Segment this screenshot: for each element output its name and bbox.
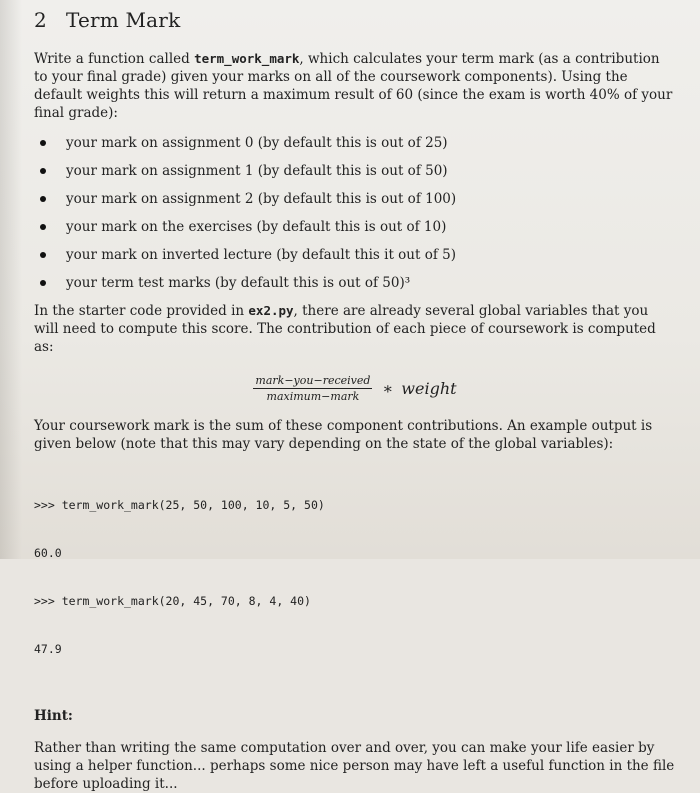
starter-file-inline-code: ex2.py (248, 303, 294, 318)
intro-text-end: , which calculates your term mark (as a contribution to your final grade) given your marks on all of the coursework components). Using the default weights this will return a maximum result of 60 (since the exam is worth 40% of your final grade): (34, 51, 673, 121)
formula-denominator: maximum−mark (266, 390, 360, 403)
bullet-item: your term test marks (by default this is out of 50)³ (34, 274, 676, 292)
intro-paragraph (34, 50, 676, 122)
formula-operator: ∗ (382, 379, 394, 398)
bullet-item: your mark on assignment 2 (by default this is out of 100) (34, 190, 676, 208)
example-code-block (34, 465, 676, 689)
component-bullet-list (34, 134, 676, 292)
coursework-paragraph: Your coursework mark is the sum of these component contributions. An example output is given below (note that this may vary depending on the state of the global variables): (34, 418, 653, 452)
code-line: >>> term_work_mark(25, 50, 100, 10, 5, 50) (34, 498, 325, 512)
formula-fraction (253, 374, 372, 403)
bullet-item: your mark on assignment 0 (by default this is out of 25) (34, 134, 676, 152)
weight-formula (34, 374, 676, 403)
function-name-inline-code: term_work_mark (194, 51, 300, 66)
page-shadow (0, 0, 22, 559)
starter-text-end: , there are already several global variables that you will need to compute this score. The contribution of each piece of coursework is computed as: (34, 303, 656, 355)
code-line: >>> term_work_mark(20, 45, 70, 8, 4, 40) (34, 594, 311, 608)
hint-heading: Hint: (34, 708, 73, 724)
intro-text-start: Write a function called (34, 51, 195, 67)
code-line: 47.9 (34, 642, 62, 656)
code-line: 60.0 (34, 546, 62, 560)
hint-text: Rather than writing the same computation over and over, you can make your life easier by using a helper function... perhaps some nice person may have left a useful function in the file before uploading it... (34, 740, 675, 792)
starter-text-start: In the starter code provided in (34, 303, 249, 319)
section-heading (34, 8, 676, 32)
bullet-item: your mark on the exercises (by default this is out of 10) (34, 218, 676, 236)
section-title: Term Mark (66, 8, 181, 32)
bullet-item: your mark on inverted lecture (by default this it out of 5) (34, 246, 676, 264)
section-number: 2 (34, 8, 47, 32)
bullet-item: your mark on assignment 1 (by default this is out of 50) (34, 162, 676, 180)
formula-numerator: mark−you−received (255, 374, 371, 387)
formula-multiplier: weight (401, 379, 457, 398)
starter-paragraph (34, 302, 676, 356)
